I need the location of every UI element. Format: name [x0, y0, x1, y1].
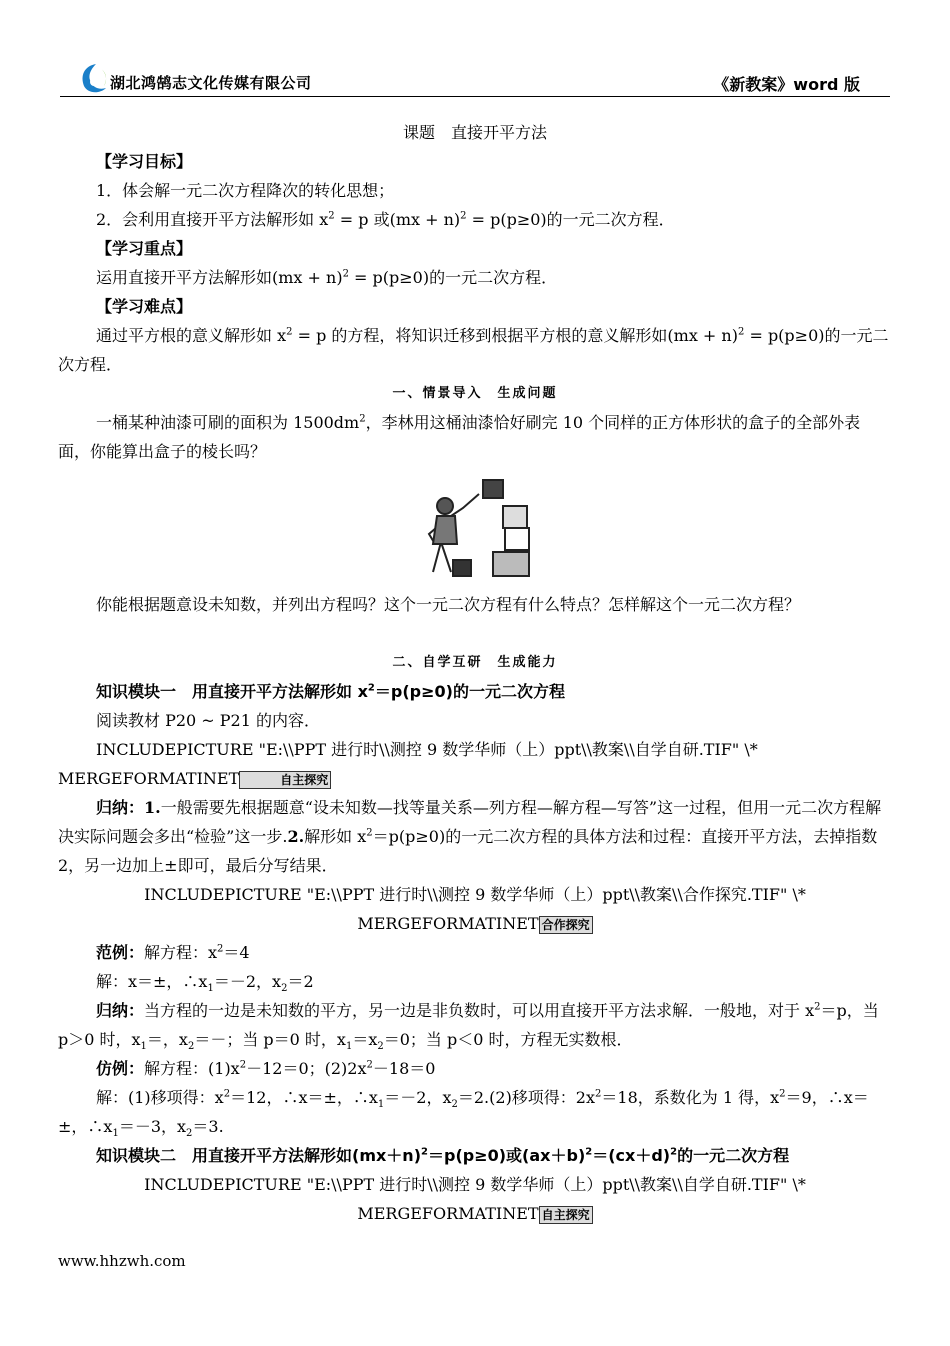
document-body	[58, 118, 892, 1228]
summary-2: 归纳：当方程的一边是未知数的平方，另一边是非负数时，可以用直接开平方法求解．一般地，对于 $x^2=p$，当 p＞0 时，$x_1=$，$x_2=-$；当 p＝0 时，$x_1=x_2=0$；当 p＜0 时，方程无实数根．	[58, 1001, 879, 1053]
page-header	[60, 62, 890, 96]
key-text: 运用直接开平方法解形如(mx + n)$^2$ = p(p≥0)的一元二次方程．	[96, 268, 558, 287]
scenario-text: 一桶某种油漆可刷的面积为 $1500dm^2$，李林用这桶油漆恰好刷完 10 个同样的正方体形状的盒子的全部外表面，你能算出盒子的棱长吗？	[58, 413, 861, 461]
key-heading: 【学习重点】	[96, 239, 193, 258]
include-field-1: INCLUDEPICTURE "E:\\PPT 进行时\\测控 9 数学华师（上）ppt\\教案\\自学自研.TIF" \* MERGEFORMATINET 自主探究	[58, 740, 758, 788]
painter-illustration	[58, 472, 892, 582]
self-study-stamp: 自主探究	[239, 771, 331, 789]
footer-url: www.hhzwh.com	[58, 1252, 186, 1270]
company-logo-icon	[74, 62, 114, 96]
header-rule	[60, 96, 890, 97]
include-field-2b: MERGEFORMATINET 合作探究	[58, 909, 892, 938]
include-field-3b: MERGEFORMATINET 自主探究	[58, 1199, 892, 1228]
reading-instruction: 阅读教材 P20 ~ P21 的内容．	[96, 711, 321, 730]
imitation-solution: 解：(1)移项得：$x^2=12$，∴x＝±，$\therefore x_1=-2$，$x_2=2.(2)$移项得：$2x^2=18$，系数化为 1 得，$x^2=9$，∴x＝±，$\therefore x_1=-3$，$x_2=3$.	[58, 1088, 869, 1140]
painter-figure-icon	[415, 472, 535, 582]
scenario-question: 你能根据题意设未知数，并列出方程吗？这个一元二次方程有什么特点？怎样解这个一元二次方程？	[96, 595, 801, 614]
section-1-heading: 一、情景导入 生成问题	[392, 386, 558, 401]
example-problem: 范例：解方程：$x^2=4$	[96, 943, 250, 962]
self-study-stamp-2: 自主探究	[539, 1206, 593, 1224]
module-2-heading: 知识模块二 用直接开平方法解形如$(mx+n)^2=p(p\ge 0)$或$(ax+b)^2=(cx+d)^2$的一元二次方程	[96, 1146, 790, 1165]
cooperation-stamp: 合作探究	[539, 916, 593, 934]
imitation-problem: 仿例：解方程：$(1)x^2-12=0$；$(2)2x^2-18=0$	[96, 1059, 436, 1078]
goal-2: 2．会利用直接开平方法解形如 $x^2 = p$ 或(mx + n)$^2$ = p(p≥0)的一元二次方程．	[96, 210, 675, 229]
include-field-3: INCLUDEPICTURE "E:\\PPT 进行时\\测控 9 数学华师（上）ppt\\教案\\自学自研.TIF" \*	[144, 1175, 806, 1194]
goal-1: 1．体会解一元二次方程降次的转化思想；	[96, 181, 395, 200]
example-solution: 解：x＝±，$\therefore x_1=-2$，$x_2=2$	[96, 972, 314, 995]
include-field-2: INCLUDEPICTURE "E:\\PPT 进行时\\测控 9 数学华师（上）ppt\\教案\\合作探究.TIF" \*	[144, 885, 806, 904]
goals-heading: 【学习目标】	[96, 152, 193, 171]
lesson-title: 课题 直接开平方法	[402, 123, 547, 142]
difficulty-heading: 【学习难点】	[96, 297, 193, 316]
section-2-heading: 二、自学互研 生成能力	[392, 655, 558, 670]
summary-1: 归纳：1.一般需要先根据题意“设未知数—找等量关系—列方程—解方程—写答”这一过程，但用一元二次方程解决实际问题会多出“检验”这一步.2.解形如 $x^2=p(p\ge 0)$的一元二次方程的具体方法和过程：直接开平方法，去掉指数 2，另一边加上±即可，最后分写结果．	[58, 798, 882, 875]
difficulty-text: 通过平方根的意义解形如 $x^2 = p$ 的方程，将知识迁移到根据平方根的意义解形如(mx + n)$^2$ = p(p≥0)的一元二次方程．	[58, 326, 889, 374]
edition-label: 《新教案》word 版	[713, 75, 860, 94]
company-name: 湖北鸿鹄志文化传媒有限公司	[110, 74, 312, 92]
module-1-heading: 知识模块一 用直接开平方法解形如 $x^2=p(p\ge 0)$的一元二次方程	[96, 682, 565, 701]
